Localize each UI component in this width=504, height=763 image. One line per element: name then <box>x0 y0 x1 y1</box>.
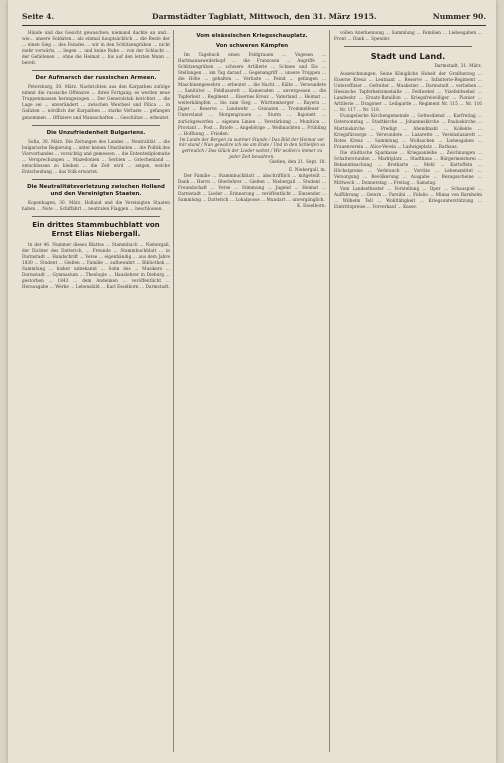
divider <box>32 70 160 71</box>
article-text: Kopenhagen, 30. März. Holland und die Vereinigten Staaten haben ... Note ... Schiffahrt ... neutralen Flaggen ... beschlossen. <box>22 199 170 211</box>
headline-russian-armies: Der Aufmarsch der russischen Armeen. <box>35 75 157 82</box>
column-3 <box>334 30 482 755</box>
headline-bulgaria: Die Unzufriedenheit Bulgariens. <box>46 129 146 136</box>
masthead-rule <box>22 25 486 26</box>
column-rule <box>329 30 330 752</box>
article-text: Hände und das Gesicht gewaschen; niemand dachte an und... wie... unsere Soldaten... als einmal hauptsächlich ... die Reste der ... einen Sieg ... des Feindes ... wir in den Schützengräben ... nicht mehr vorwärts, ... liegen ... und keine Ruhe ... von der Schlacht ... der Gefallenen ... ohne die Heimat ... bis auf den letzten Mann ... bereit. <box>22 30 170 66</box>
headline-niebergall: Ein drittes Stammbuchblatt von Ernst Elias Niebergall. <box>32 220 160 238</box>
column-1 <box>22 30 170 755</box>
article-text: Die städtische Sparkasse ... Kriegsanleihe ... Zeichnungen ... Schalterstunden ... Marktplatz ... Stadthaus ... Bürgermeisterei ... Bekanntmachung ... Brotkarte ... Mehl ... Kartoffeln ... Höchstpreise ... Verbrauch ... Vorräte ... Lebensmittel ... Versorgung ... Bevölkerung ... Ausgabe ... Bezugsscheine ... Mittwoch ... Donnerstag ... Freitag ... Samstag. <box>334 149 482 185</box>
column-2 <box>178 30 326 755</box>
article-text: Vom Landestheater ... Vorstellung ... Oper ... Schauspiel ... Aufführung ... Ostern ... Parsifal ... Fidelio ... Minna von Barnhelm ... Wilhelm Tell ... Wohltätigkeit ... Kriegsunterstützung ... Eintrittspreise ... Vorverkauf ... Kasse. <box>334 185 482 210</box>
article-text: Der Familie ... Stammbuchblatt ... abschriftlich ... mitgeteilt ... Dank ... Herrn ... Oberlehrer ... Gießen ... Niebergall ... Student ... Freundschaft ... Verse ... Stimmung ... Jugend ... Heimat ... Darmstadt ... Lieder ... Erinnerung ... veröffentlicht ... Einsender ... Sammlung ... Datterich ... Lokalposse ... Mundart ... unvergänglich. <box>178 172 326 203</box>
issue-number-label: Nummer 90. <box>432 12 486 21</box>
subheadline-heavy-fighting: Von schweren Kämpfen <box>215 43 289 49</box>
article-text: vollen Anerkennung ... Sammlung ... Familien ... Liebesgaben ... Front ... Dank ... Spender. <box>334 30 482 42</box>
article-signature: K. Esselborn. <box>297 203 326 209</box>
article-text: Auszeichnungen. Seine Königliche Hoheit der Großherzog ... Eiserne Kreuz ... Leutnant ... Reserve ... Infanterie-Regiment ... Unteroffizier ... Gefreiter ... Musketier ... Darmstadt ... verliehen ... Hessische Tapferkeitsmedaille ... Feldwebel ... Vizefeldwebel ... Landwehr ... Ersatz-Bataillon ... Kriegsfreiwilliger ... Pionier ... Artillerie ... Dragoner ... Leibgarde ... Regiment Nr. 115 ... Nr. 116 ... Nr. 117 ... Nr. 118. <box>334 71 482 113</box>
newspaper-page <box>8 0 496 763</box>
article-text: In der 46. Nummer dieses Blattes ... Stammbuch ... Niebergall, der Dichter des Datterich, ... Freunde ... Stammbuchblatt ... in Darmstadt ... Handschrift ... Verse ... eigenhändig ... aus dem Jahre 1830 ... Student ... Gießen ... Familie ... aufbewahrt ... Bibliothek ... Sammlung ... bisher unbekannt ... Sohn des ... Musikers ... Darmstadt ... Gymnasium ... Theologie ... Hauslehrer in Dieburg ... gestorben ... 1843 ... dem Andenken ... veröffentlicht ... Herausgabe ... Werke ... Lebensbild ... Karl Esselborn ... Darmstadt. <box>22 241 170 290</box>
poem-dateline: Gießen, den 21. Sept. 18. <box>269 159 326 165</box>
article-text: Evangelische Kirchengemeinde ... Gottesdienst ... Karfreitag ... Ostersonntag ... Stadtkirche ... Johanneskirche ... Pauluskirche ... Martinskirche ... Predigt ... Abendmahl ... Kollekte ... Kriegsfürsorge ... Verwundete ... Lazarette ... Vereinslazarett ... Rotes Kreuz ... Sammlung ... Wollsachen ... Liebesgaben ... Frauenverein ... Alice-Verein ... Ludwigsplatz ... Rathaus. <box>334 113 482 149</box>
article-text: Im Tagebuch eines Feldgrauen ... Vogesen ... Hartmannsweilerkopf ... die Franzosen ... Angriffe ... Schützengräben ... schwere Artillerie ... Schnee und Eis ... Stellungen ... am Tag darauf ... Gegenangriff ... unsere Truppen ... die Höhe ... gehalten ... Verluste ... Feind ... gefangen ... Maschinengewehre ... erbeutet ... die Nacht ... Kälte ... Verwundete ... Sanitäter ... Feldlazarett ... Kameraden ... unvergessen ... die Tapferkeit ... Regiment ... Eisernes Kreuz ... Vaterland ... Heimat ... weiterkämpfen ... bis zum Sieg ... Württemberger ... Bayern ... Jäger ... Reserve ... Landwehr ... Granaten ... Trommelfeuer ... Unterstand ... Morgengrauen ... Sturm ... Bajonett ... zurückgeworfen ... eigenen Linien ... Verstärkung ... Munition ... Proviant ... Post ... Briefe ... Angehörige ... Weihnachten ... Frühling ... Hoffnung ... Frieden. <box>178 52 326 136</box>
divider <box>32 216 160 217</box>
page-number-label: Seite 4. <box>22 12 55 21</box>
divider <box>32 179 160 180</box>
divider <box>344 46 472 47</box>
divider <box>32 125 160 126</box>
newspaper-title-line: Darmstädter Tagblatt, Mittwoch, den 31. März 1915. <box>152 12 377 21</box>
column-rule <box>173 30 174 752</box>
poem-signature: E. Niebergall, m. <box>288 166 326 172</box>
section-dateline: Darmstadt, 31. März. <box>434 64 482 70</box>
article-text: Petersburg, 30. März. Nachrichten aus den Karpathen zufolge nimmt die russische Offensive ... ihren Fortgang; es werden neue Truppenmassen herangezogen ... Der Generalstab berichtet ... die Lage sei ... unverändert ... zwischen Weichsel und Pilica ... in Galizien ... nördlich der Karpathen ... starke Verluste ... gefangen genommen ... Offiziere und Mannschaften ... Geschütze ... erbeutet. <box>22 84 170 120</box>
article-text: Sofia, 30. März. Die Zeitungen des Landes ... Neutralität ... die bulgarische Regierung ... unter keinen Umständen ... die Politik des Vierverbandes ... vorsichtig und gemessen ... die Ententediplomatie ... Versprechungen ... Mazedonien ... Serbien ... Griechenland ... entschlossen zu bleiben ... die Zeit wird ... zeigen, welche Entscheidung ... das Volk erwartet. <box>22 138 170 174</box>
headline-holland-us: Die Neutralitätsverletzung zwischen Holland und den Vereinigten Staaten. <box>27 183 165 197</box>
page-masthead <box>22 12 486 24</box>
headline-stadt-und-land: Stadt und Land. <box>370 51 446 62</box>
headline-alsace-front: Vom elsässischen Kriegsschauplatz. <box>196 33 308 39</box>
poem-verse: Im Lande der Bergen zu warmer Stunde / Das Bild der Heimat vor mir stand / Nun gewahre ich sie am Ende / Und in den Schleifen so getreulich / Das Glück der Lieder wohnt / Wir wollen's immer zu jeder Zeit bewahren. <box>178 136 326 160</box>
